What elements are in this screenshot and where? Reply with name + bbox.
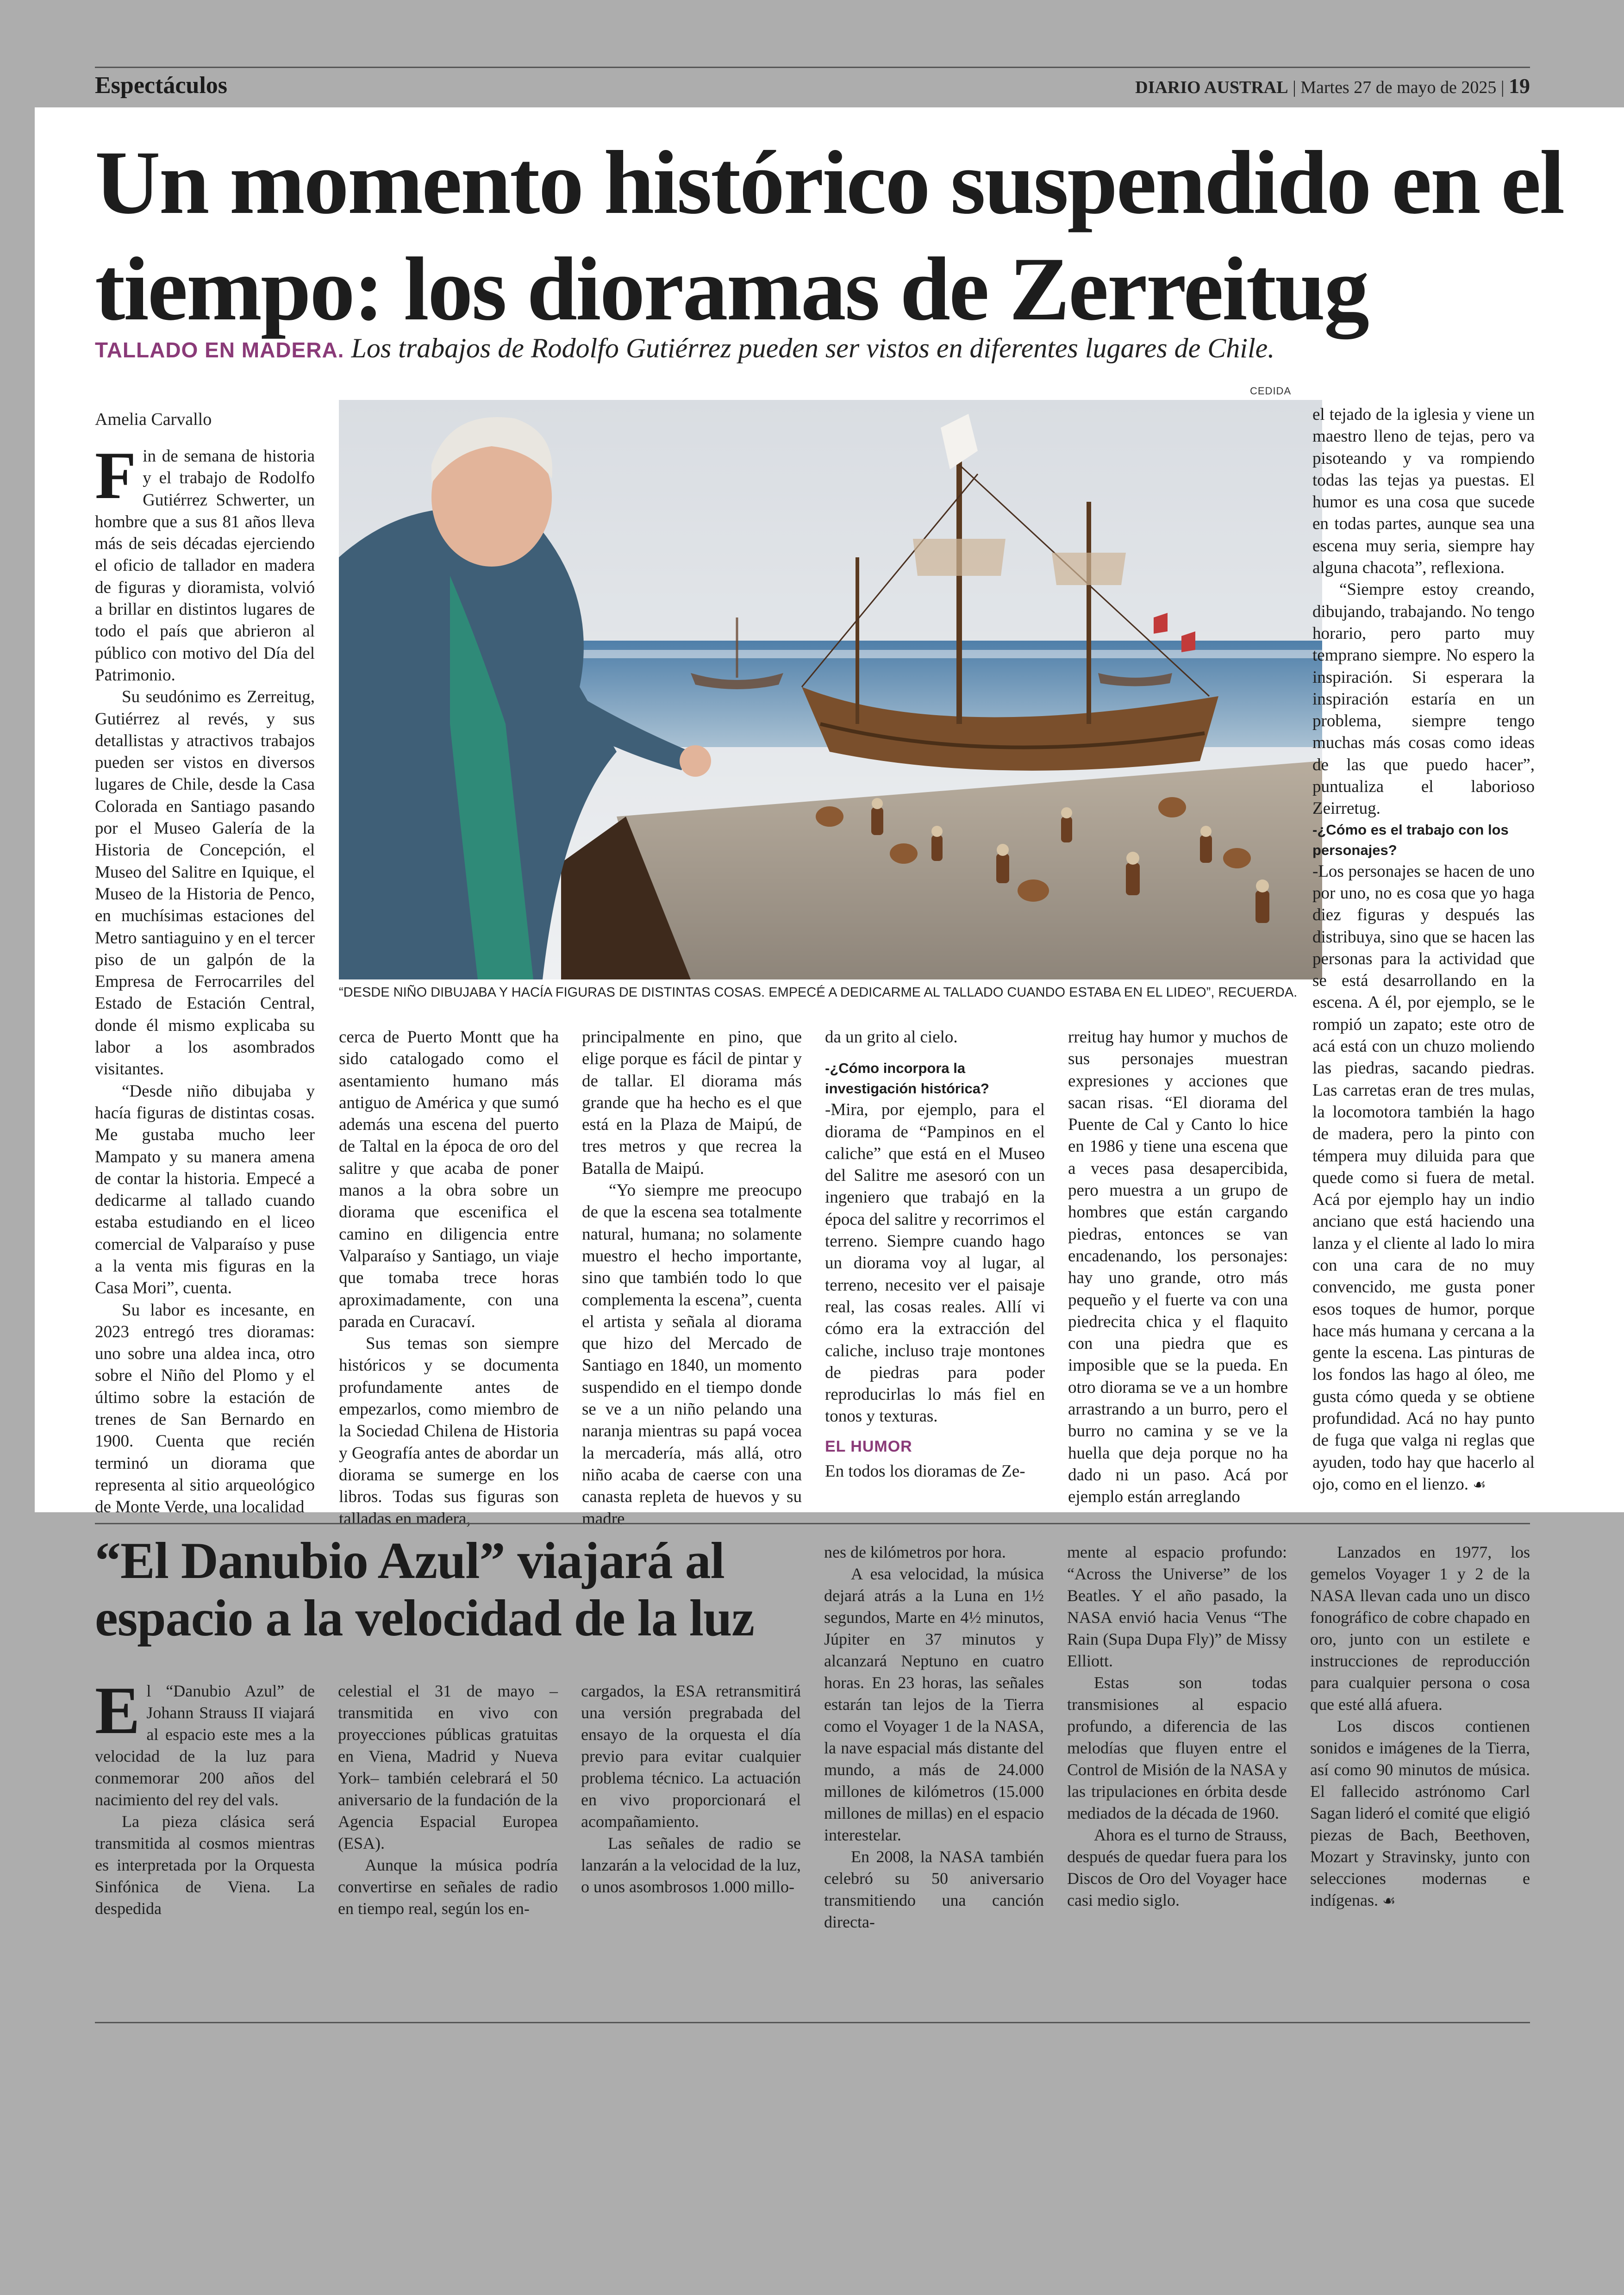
paragraph: En todos los dioramas de Ze- <box>825 1462 1025 1481</box>
interview-question: -¿Cómo es el trabajo con los personajes? <box>1312 821 1509 858</box>
paragraph: A esa velocidad, la música dejará atrás a la Luna en 1½ segundos, Marte en 4½ minutos, Júpiter en 37 minutos y alcanzará Neptuno en cuatro horas. En 23 horas, las señales estarán tan lejos de la Tierra como el Voyager 1 de la NASA, la nave espacial más distante del mundo, a más de 24.000 millones de kilómetros (15.000 millones de millas) en el espacio interestelar. <box>824 1565 1044 1844</box>
deck-text: Los trabajos de Rodolfo Gutiérrez pueden ser vistos en diferentes lugares de Chile. <box>351 333 1275 363</box>
paragraph-text: -Los personajes se hacen de uno por uno, no es cosa que yo haga diez figuras y después las distribuya, sino que se hacen las personas para la actividad que se está desarrollando en la escena. A él, por ejemplo, se le rompió un zapato; este otro de acá está con un chuzo moliendo las piedras, sacando piedras. Las carretas eran de tres mulas, la locomotora también la hago de madera, pero la pinto con témpera muy diluida para que quede como si fuera de metal. Acá por ejemplo hay un indio anciano que está haciendo una lanza y el cliente al lado lo mira con una cara de no muy convencido, me gusta poner esos toques de humor, porque hace más humana y cercana a la gente la escena. Las pinturas de los fondos las hago al óleo, me gusta cómo queda y se obtiene profundidad. Acá no hay punto de fuga que valga ni reglas que ayuden, todo hay que hacerlo al ojo, como en el lienzo. <box>1312 861 1535 1494</box>
second-article-column-4 <box>824 1541 1044 1933</box>
photo-caption: “DESDE NIÑO DIBUJABA Y HACÍA FIGURAS DE DISTINTAS COSAS. EMPECÉ A DEDICARME AL TALLADO CUANDO ESTABA EN EL LIDEO”, RECUERDA. <box>339 985 1298 1000</box>
second-article-column-5 <box>1067 1541 1287 1911</box>
diorama-photo <box>339 400 1322 979</box>
masthead-info <box>1135 74 1530 98</box>
paragraph: cargados, la ESA retransmitirá una versión pregrabada del ensayo de la orquesta el día previo para evitar cualquier problema técnico. La actuación en vivo proporcionará el acompañamiento. <box>581 1682 801 1831</box>
issue-date: Martes 27 de mayo de 2025 <box>1300 78 1497 97</box>
article-deck <box>95 332 1595 364</box>
paragraph: Su labor es incesante, en 2023 entregó tres dioramas: uno sobre una aldea inca, otro sobre el Niño del Plomo y el último sobre la estación de trenes de San Bernardo en 1900. Cuenta que recién terminó un diorama que representa al sitio arqueológico de Monte Verde, una localidad <box>95 1300 315 1517</box>
end-mark-icon: ☙ <box>1473 1476 1486 1493</box>
interview-question: -¿Cómo incorpora la investigación histórica? <box>825 1060 989 1097</box>
article-column-3 <box>582 1026 802 1530</box>
page-header <box>95 67 1530 104</box>
paragraph: el tejado de la iglesia y viene un maestro lleno de tejas, pero va pisoteando y va rompiendo todas las tejas ya puestas. El humor es una cosa que sucede en todas partes, aunque sea una escena muy seria, siempre hay alguna chacota”, reflexiona. <box>1312 405 1535 578</box>
article-column-2 <box>339 1026 559 1530</box>
paragraph: Ahora es el turno de Strauss, después de quedar fuera para los Discos de Oro del Voyager hace casi medio siglo. <box>1067 1826 1287 1909</box>
byline: Amelia Carvallo <box>95 410 212 429</box>
paragraph: “Yo siempre me preocupo de que la escena sea totalmente natural, humana; no solamente muestro el hecho importante, sino que también todo lo que complementa la escena”, cuenta el artista y señala al diorama que hizo del Mercado de Santiago en 1840, un momento suspendido en el tiempo donde se ve a un niño pelando una naranja mientras su papá vocea la mercadería, más allá, otro niño acaba de caerse con una canasta repleta de huevos y su madre <box>582 1181 802 1528</box>
paragraph: “Desde niño dibujaba y hacía figuras de distintas cosas. Me gustaba mucho leer Mampato y su manera amena de contar la historia. Empecé a dedicarme al tallado cuando estaba estudiando en el liceo comercial de Valparaíso y puse a la venta mis figuras en la Casa Mori”, cuenta. <box>95 1081 315 1298</box>
section-rule <box>95 1523 1530 1524</box>
separator: | <box>1500 78 1509 97</box>
page-number: 19 <box>1509 74 1530 98</box>
paragraph: nes de kilómetros por hora. <box>824 1543 1006 1561</box>
bottom-rule <box>95 2022 1530 2023</box>
paragraph: in de semana de historia y el trabajo de Rodolfo Gutiérrez Schwerter, un hombre que a sus 81 años lleva más de seis décadas ejerciendo el oficio de tallador en madera de figuras y dioramista, volvió a brillar en distintos lugares de todo el país que abrieron al público con motivo del Día del Patrimonio. <box>95 447 315 685</box>
paragraph: celestial el 31 de mayo –transmitida en vivo con proyecciones públicas gratuitas en Viena, Madrid y Nueva York– también celebrará el 50 aniversario de la fundación de la Agencia Espacial Europea (ESA). <box>338 1682 558 1852</box>
paragraph: rreitug hay humor y muchos de sus personajes muestran expresiones y acciones que sacan risas. “El diorama del Puente de Cal y Canto lo hice en 1986 y tiene una escena que a veces pasa desapercibida, pero muestra a un grupo de hombres que están cargando piedras, entonces se van encadenando, los personajes: hay uno grande, otro más pequeño y el fuerte va con una piedrecita chica y el flaquito con una piedra que es imposible que se la pueda. En otro diorama se ve a un hombre arrastrando a un burro, pero el burro no camina y se ve la huella que deja porque no ha dado ni un paso. Acá por ejemplo están arreglando <box>1068 1028 1288 1507</box>
photo-illustration <box>339 400 1322 979</box>
paragraph: mente al espacio profundo: “Across the Universe” de los Beatles. Y el año pasado, la NASA envió hacia Venus “The Rain (Supa Dupa Fly)” de Missy Elliott. <box>1067 1543 1287 1670</box>
second-article-column-2 <box>338 1680 558 1920</box>
article-kicker: TALLADO EN MADERA. <box>95 338 344 362</box>
drop-cap: F <box>95 438 137 513</box>
paragraph: principalmente en pino, que elige porque es fácil de pintar y de tallar. El diorama más grande que ha hecho es el que está en la Plaza de Maipú, de tres metros y que recrea la Batalla de Maipú. <box>582 1028 802 1178</box>
subheading: EL HUMOR <box>825 1437 912 1455</box>
paragraph: Aunque la música podría convertirse en señales de radio en tiempo real, según los en- <box>338 1856 558 1918</box>
paragraph: En 2008, la NASA también celebró su 50 aniversario transmitiendo una canción directa- <box>824 1847 1044 1931</box>
photo-credit: CEDIDA <box>1250 385 1292 397</box>
second-article-column-3 <box>581 1680 801 1898</box>
paragraph: cerca de Puerto Montt que ha sido catalogado como el asentamiento humano más antiguo de América y que sumó además una escena del puerto de Taltal en la época de oro del salitre y que acaba de poner manos a la obra sobre un diorama que escenifica el camino en diligencia entre Valparaíso y Santiago, un viaje que tomaba trece horas aproximadamente, con una parada en Curacaví. <box>339 1028 559 1331</box>
paragraph <box>1310 1715 1530 1912</box>
drop-cap: E <box>95 1673 140 1748</box>
paragraph: La pieza clásica será transmitida al cosmos mientras es interpretada por la Orquesta Sinfónica de Viena. La despedida <box>95 1812 315 1918</box>
article-column-1 <box>95 438 315 1518</box>
main-article <box>35 107 1624 1528</box>
paragraph: -Mira, por ejemplo, para el diorama de “Pampinos en el caliche” que está en el Museo del Salitre me asesoró con un ingeniero que trabajó en la época del salitre y recorrimos el terreno. Siempre cuando hago un diorama voy al lugar, al terreno, necesito ver el paisaje real, las cosas reales. Allí vi cómo era la extracción del caliche, incluso traje montones de piedras para poder reproducirlas lo más fiel en tonos y texturas. <box>825 1100 1045 1426</box>
paper-name: DIARIO AUSTRAL <box>1135 78 1288 97</box>
paragraph: “Siempre estoy creando, dibujando, trabajando. No tengo horario, pero parto muy temprano siempre. No espero la inspiración. Si esperara la inspiración estaría en un problema, siempre tengo muchas más cosas como ideas de las que puedo hacer”, puntualiza el laborioso Zeirretug. <box>1312 580 1535 818</box>
second-article-headline: “El Danubio Azul” viajará al espacio a la velocidad de la luz <box>95 1532 754 1647</box>
article-headline: Un momento histórico suspendido en el tiempo: los dioramas de Zerreitug <box>95 132 1564 339</box>
end-mark-icon: ☙ <box>1382 1892 1396 1909</box>
paragraph-text: Los discos contienen sonidos e imágenes de la Tierra, así como 90 minutos de música. El fallecido astrónomo Carl Sagan lideró el comité que eligió piezas de Bach, Beethoven, Mozart y Stravinsky, junto con selecciones modernas e indígenas. <box>1310 1717 1530 1909</box>
second-article-column-6 <box>1310 1541 1530 1912</box>
paragraph: Las señales de radio se lanzarán a la velocidad de la luz, o unos asombrosos 1.000 millo- <box>581 1834 801 1896</box>
article-column-5 <box>1068 1026 1288 1508</box>
section-name: Espectáculos <box>95 72 227 99</box>
paragraph <box>1312 861 1535 1496</box>
separator: | <box>1293 78 1301 97</box>
article-column-6 <box>1312 404 1535 1496</box>
paragraph: Estas son todas transmisiones al espacio profundo, a diferencia de las melodías que fluyen entre el Control de Misión de la NASA y las tripulaciones en órbita desde mediados de la década de 1960. <box>1067 1673 1287 1822</box>
paragraph: Lanzados en 1977, los gemelos Voyager 1 y 2 de la NASA llevan cada uno un disco fonográfico de cobre chapado en oro, junto con un estilete e instrucciones de reproducción para cualquier persona o cosa que esté allá afuera. <box>1310 1543 1530 1714</box>
paragraph: da un grito al cielo. <box>825 1028 958 1047</box>
paragraph: Sus temas son siempre históricos y se documenta profundamente antes de empezarlos, como miembro de la Sociedad Chilena de Historia y Geografía antes de abordar un diorama se sumerge en los libros. Todas sus figuras son talladas en madera, <box>339 1334 559 1528</box>
article-column-4 <box>825 1026 1045 1482</box>
paragraph: Su seudónimo es Zerreitug, Gutiérrez al revés, y sus detallistas y atractivos trabajos pueden ser vistos en diversos lugares de Chile, desde la Casa Colorada en Santiago pasando por el Museo Galería de la Historia de Concepción, el Museo del Salitre en Iquique, el Museo de la Historia de Penco, en muchísimas estaciones del Metro santiaguino y en el tercer piso de un galpón de la Empresa de Ferrocarriles del Estado de Estación Central, donde él mismo explicaba su labor a los asombrados visitantes. <box>95 687 315 1079</box>
second-article-column-1 <box>95 1673 315 1920</box>
paragraph: l “Danubio Azul” de Johann Strauss II viajará al espacio este mes a la velocidad de la luz para conmemorar 200 años del nacimiento del rey del vals. <box>95 1682 315 1809</box>
